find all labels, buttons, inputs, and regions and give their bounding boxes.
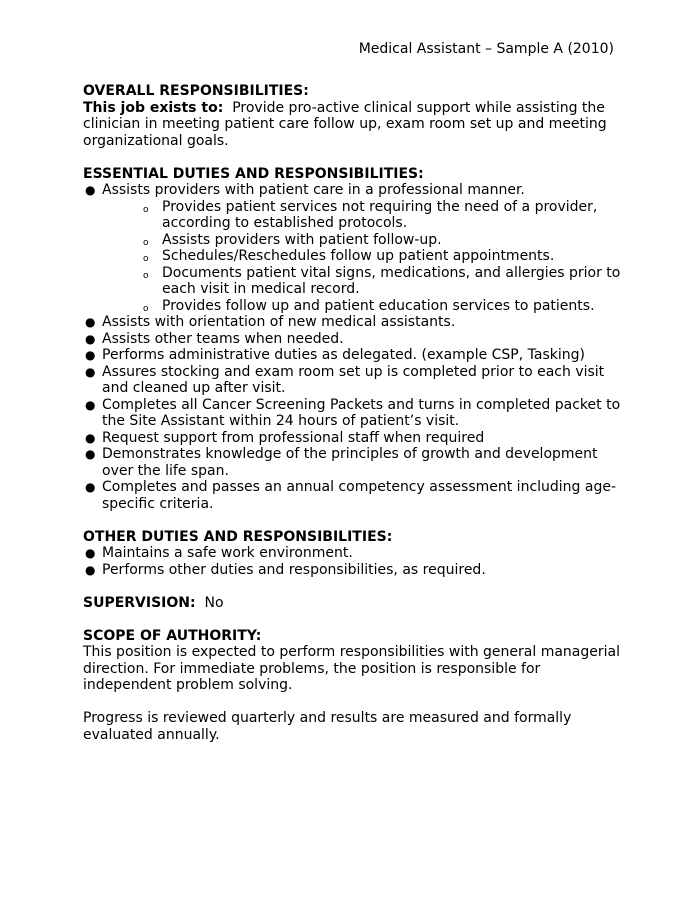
list-item	[83, 545, 623, 562]
overall-paragraph	[83, 100, 623, 150]
essential-list	[83, 182, 623, 512]
circle-bullet-icon: o	[143, 254, 149, 264]
sub-list-item	[143, 199, 623, 232]
document-title: Medical Assistant – Sample A (2010)	[358, 41, 614, 57]
scope-heading: SCOPE OF AUTHORITY:	[83, 627, 262, 644]
list-item-text: Completes and passes an annual competency assessment including age-specific criteria.	[102, 479, 617, 512]
overall-section	[83, 83, 623, 149]
list-item	[83, 479, 623, 512]
bullet-icon: ●	[85, 183, 96, 197]
list-item	[83, 446, 623, 479]
bullet-icon: ●	[85, 397, 96, 412]
sub-list-item	[143, 232, 623, 249]
other-heading: OTHER DUTIES AND RESPONSIBILITIES:	[83, 528, 393, 545]
list-item-text: Assures stocking and exam room set up is completed prior to each visit and cleaned up after visit.	[102, 363, 605, 396]
progress-section	[83, 710, 623, 743]
overall-lead-label: This job exists to:	[83, 99, 224, 116]
supervision-heading: SUPERVISION:	[83, 594, 196, 611]
bullet-icon: ●	[85, 315, 96, 329]
bullet-icon: ●	[85, 562, 96, 577]
bullet-icon: ●	[85, 480, 96, 494]
list-item-text: Maintains a safe work environment.	[102, 545, 353, 561]
scope-text: This position is expected to perform responsibilities with general managerial direction. For immediate problems, the position is responsible for independent problem solving.	[83, 644, 620, 693]
list-item-text: Assists other teams when needed.	[102, 330, 344, 347]
document-body	[83, 83, 623, 743]
list-item	[83, 430, 623, 447]
list-item-text: Request support from professional staff when required	[102, 429, 485, 446]
bullet-icon: ●	[85, 447, 96, 461]
other-section	[83, 529, 623, 579]
circle-bullet-icon: o	[143, 237, 149, 248]
sub-list-item-text: Provides follow up and patient education services to patients.	[162, 297, 595, 314]
spacer	[83, 149, 623, 166]
sub-list-item	[143, 265, 623, 298]
spacer	[83, 694, 623, 711]
list-item	[83, 347, 623, 364]
sub-list-item-text: Schedules/Reschedules follow up patient appointments.	[162, 248, 555, 264]
essential-heading: ESSENTIAL DUTIES AND RESPONSIBILITIES:	[83, 165, 424, 182]
list-item	[83, 562, 623, 579]
overall-text: Provide pro-active clinical support while assisting the clinician in meeting patient care follow up, exam room set up and meeting organizational goals.	[83, 99, 607, 149]
sub-list-item-text: Documents patient vital signs, medications, and allergies prior to each visit in medical record.	[162, 264, 621, 297]
bullet-icon: ●	[85, 331, 96, 346]
supervision-section	[83, 595, 623, 612]
spacer	[83, 611, 623, 628]
bullet-icon: ●	[85, 348, 96, 362]
list-item	[83, 314, 623, 331]
essential-section	[83, 166, 623, 513]
supervision-line	[83, 595, 623, 612]
spacer	[83, 512, 623, 529]
list-item	[83, 182, 623, 314]
circle-bullet-icon: o	[143, 204, 149, 215]
spacer	[83, 578, 623, 595]
circle-bullet-icon: o	[143, 270, 149, 281]
document-header	[83, 41, 614, 58]
list-item-text: Assists providers with patient care in a professional manner.	[102, 182, 525, 198]
list-item-text: Demonstrates knowledge of the principles of growth and development over the life span.	[102, 446, 598, 479]
sub-list-item	[143, 248, 623, 265]
list-item-text: Performs administrative duties as delegated. (example CSP, Tasking)	[102, 347, 585, 363]
sub-list-item-text: Assists providers with patient follow-up.	[162, 231, 442, 248]
circle-bullet-icon: o	[143, 303, 149, 314]
list-item	[83, 331, 623, 348]
list-item-text: Performs other duties and responsibilities, as required.	[102, 561, 486, 578]
bullet-icon: ●	[85, 364, 96, 379]
overall-heading: OVERALL RESPONSIBILITIES:	[83, 83, 309, 99]
progress-text: Progress is reviewed quarterly and results are measured and formally evaluated annually.	[83, 710, 572, 743]
bullet-icon: ●	[85, 546, 96, 560]
bullet-icon: ●	[85, 430, 96, 445]
other-list	[83, 545, 623, 578]
list-item	[83, 364, 623, 397]
sub-list-item	[143, 298, 623, 315]
list-item-text: Assists with orientation of new medical assistants.	[102, 314, 456, 330]
sub-list-item-text: Provides patient services not requiring the need of a provider, according to established protocols.	[162, 198, 598, 231]
list-item	[83, 397, 623, 430]
supervision-value: No	[204, 594, 224, 611]
essential-sublist	[102, 199, 623, 315]
list-item-text: Completes all Cancer Screening Packets and turns in completed packet to the Site Assistant within 24 hours of patient’s visit.	[102, 396, 621, 429]
scope-section	[83, 628, 623, 694]
